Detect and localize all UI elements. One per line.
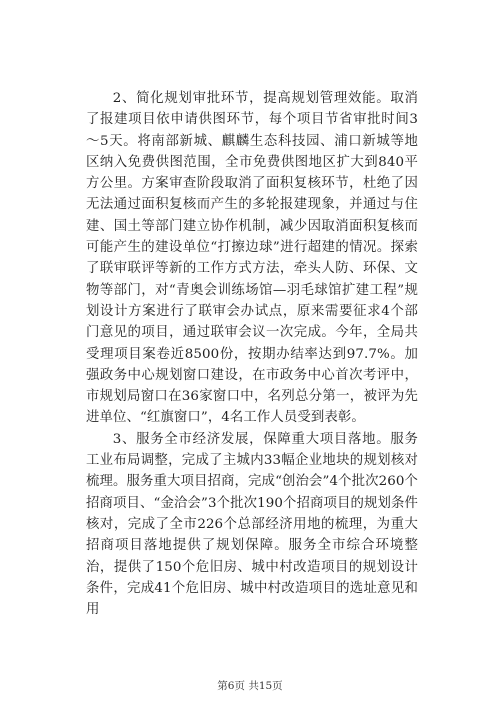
document-body — [86, 88, 418, 620]
paragraph-serve-economy: 3、服务全市经济发展，保障重大项目落地。服务工业布局调整，完成了主城内33幅企业地块的规划核对梳理。服务重大项目招商，完成“创治会”4个批次260个招商项目、“金洽会”3个批次190个招商项目的规划条件核对，完成了全市226个总部经济用地的梳理，为重大招商项目落地提供了规划保障。服务全市综合环境整治，提供了150个危旧房、城中村改造项目的规划设计条件，完成41个危旧房、城中村改造项目的选址意见和用 — [86, 431, 418, 618]
page-footer: 第6页 共15页 — [217, 680, 283, 692]
paragraph-simplify-approval: 2、简化规划审批环节，提高规划管理效能。取消了报建项目依申请供图环节，每个项目节省审批时间3～5天。将南部新城、麒麟生态科技园、浦口新城等地区纳入免费供图范围，全市免费供图地区扩大到840平方公里。方案审查阶段取消了面积复核环节，杜绝了因无法通过面积复核而产生的多轮报建现象，并通过与住建、国土等部门建立协作机制，减少因取消面积复核而可能产生的建设单位“打擦边球”进行超建的情况。探索了联审联评等新的工作方式方法，牵头人防、环保、文物等部门，对“青奥会训练场馆—羽毛球馆扩建工程”规划设计方案进行了联审会办试点，原来需要征求4个部门意见的项目，通过联审会议一次完成。今年，全局共受理项目案卷近8500份，按期办结率达到97.7%。加强政务中心规划窗口建设，在市政务中心首次考评中，市规划局窗口在36家窗口中，名列总分第一，被评为先进单位、“红旗窗口”，4名工作人员受到表彰。 — [86, 91, 418, 426]
